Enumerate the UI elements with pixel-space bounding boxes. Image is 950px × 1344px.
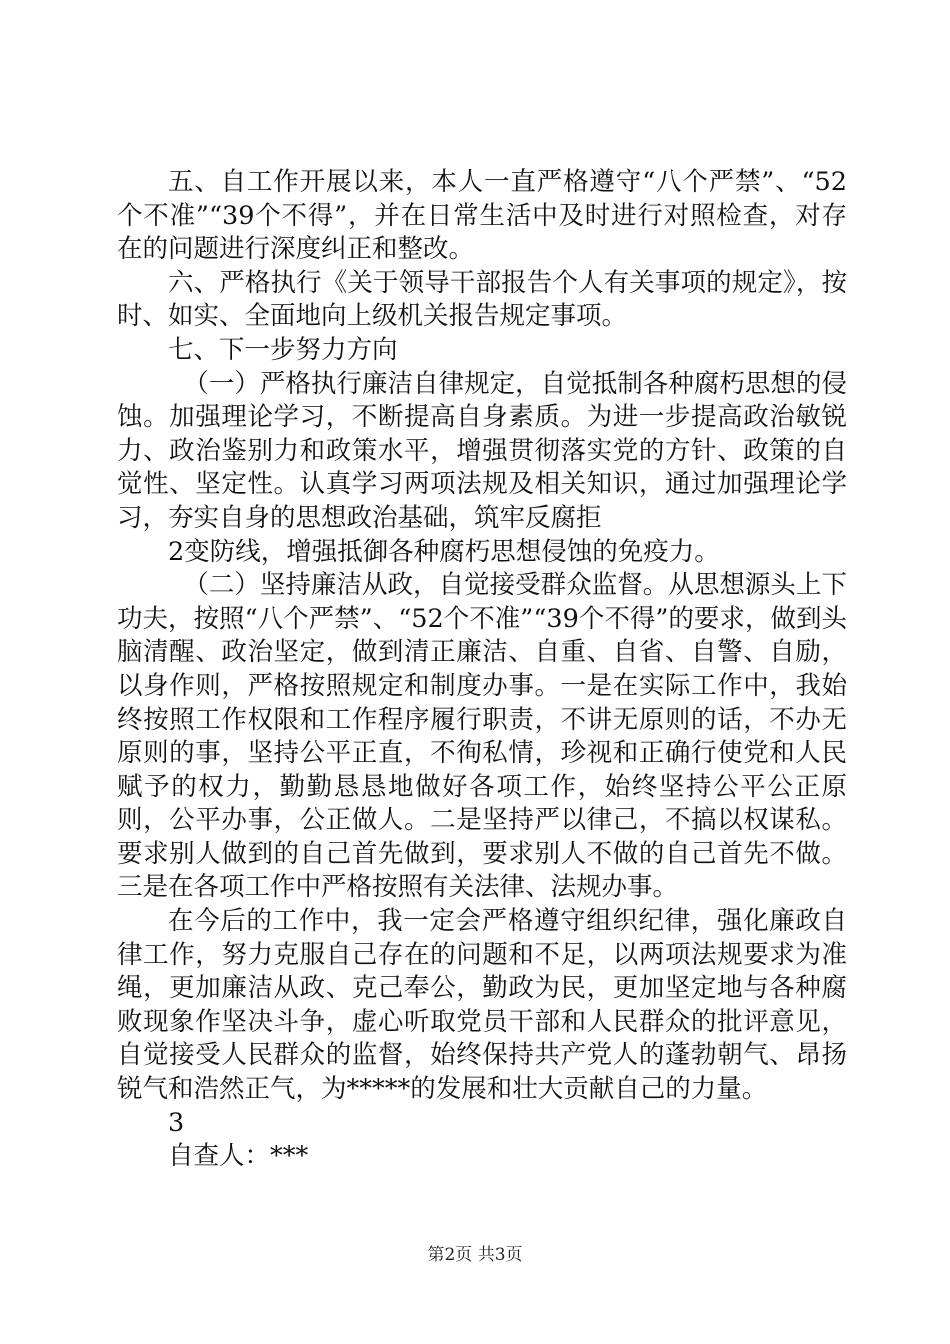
document-body [117,166,847,1174]
closing-paragraph: 在今后的工作中，我一定会严格遵守组织纪律，强化廉政自律工作，努力克服自己存在的问题和不足，以两项法规要求为准绳，更加廉洁从政、克己奉公，勤政为民，更加坚定地与各种腐败现象作坚决斗争，虚心听取党员干部和人民群众的批评意见，自觉接受人民群众的监督，始终保持共产党人的蓬勃朝气、昂扬锐气和浩然正气，为*****的发展和壮大贡献自己的力量。 [117,906,847,1105]
signature-line: 自查人：*** [168,1141,309,1172]
subsection-two: （二）坚持廉洁从政，自觉接受群众监督。从思想源头上下功夫，按照“八个严禁”、“52个不准”“39个不得”的要求，做到头脑清醒、政治坚定，做到清正廉洁、自重、自省、自警、自励，以身作则，严格按照规定和制度办事。一是在实际工作中，我始终按照工作权限和工作程序履行职责，不讲无原则的话，不办无原则的事，坚持公平正直，不徇私情，珍视和正确行使党和人民赋予的权力，勤勤恳恳地做好各项工作，始终坚持公平公正原则，公平办事，公正做人。二是坚持严以律己，不搞以权谋私。要求别人做到的自己首先做到，要求别人不做的自己首先不做。三是在各项工作中严格按照有关法律、法规办事。 [117,570,847,903]
section-seven-heading: 七、下一步努力方向 [168,334,398,365]
subsection-one: （一）严格执行廉洁自律规定，自觉抵制各种腐朽思想的侵蚀。加强理论学习，不断提高自身素质。为进一步提高政治敏锐力、政治鉴别力和政策水平，增强贯彻落实党的方针、政策的自觉性、坚定性。认真学习两项法规及相关知识，通过加强理论学习，夯实自身的思想政治基础，筑牢反腐拒 [117,368,847,533]
paragraph-five: 五、自工作开展以来，本人一直严格遵守“八个严禁”、“52个不准”“39个不得”，并在日常生活中及时进行对照检查，对存在的问题进行深度纠正和整改。 [117,167,847,265]
page-footer [0,1244,950,1266]
inline-page-marker: 3 [168,1107,185,1138]
subsection-one-continued: 2变防线，增强抵御各种腐朽思想侵蚀的免疫力。 [168,536,720,567]
paragraph-six: 六、严格执行《关于领导干部报告个人有关事项的规定》，按时、如实、全面地向上级机关报告规定事项。 [117,267,847,332]
page-number-indicator: 第2页 共3页 [427,1245,523,1265]
